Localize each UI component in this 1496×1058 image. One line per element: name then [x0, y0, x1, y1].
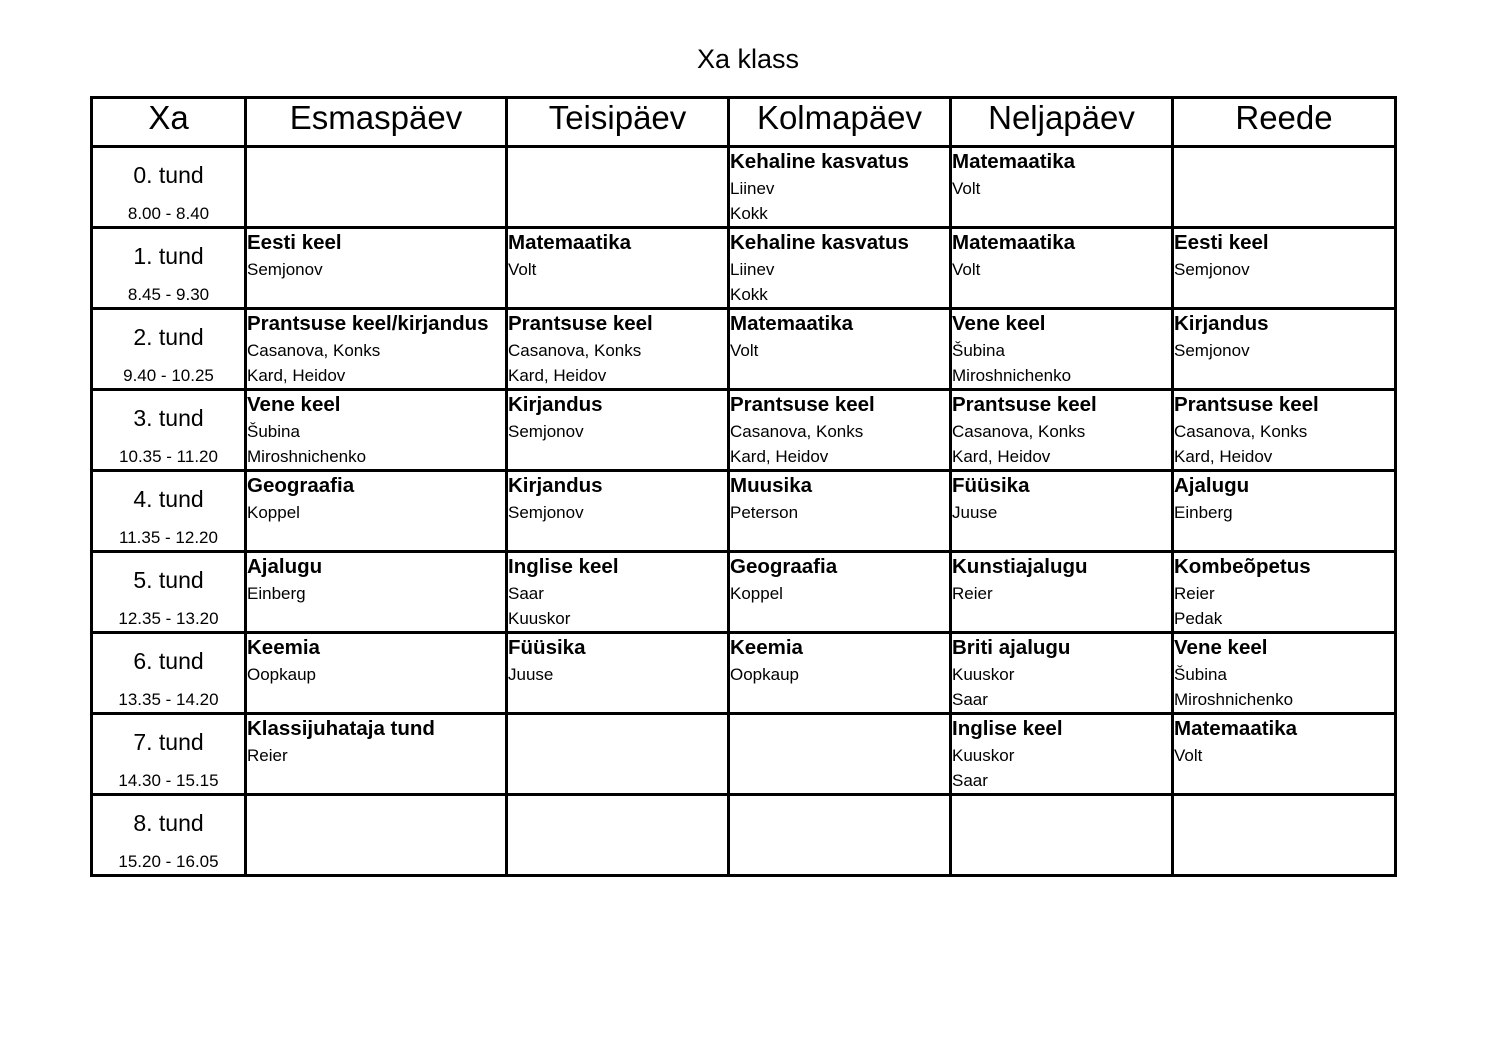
- schedule-cell: [507, 552, 729, 633]
- subject-name: Keemia: [247, 636, 320, 659]
- teacher-name: Casanova, Konks: [247, 341, 381, 360]
- schedule-cell: [729, 228, 951, 309]
- table-row: [92, 714, 1396, 795]
- subject-name: Matemaatika: [508, 231, 632, 254]
- schedule-cell: [246, 471, 507, 552]
- lesson-number: 1. tund: [133, 243, 204, 269]
- teacher-name: Semjonov: [508, 503, 584, 522]
- teacher-name: Šubina: [952, 341, 1005, 360]
- schedule-cell: [951, 228, 1173, 309]
- teacher-name: Casanova, Konks: [508, 341, 642, 360]
- schedule-cell: [507, 228, 729, 309]
- lesson-header: [92, 714, 246, 795]
- lesson-number: 2. tund: [133, 324, 204, 350]
- lesson-time: 8.45 - 9.30: [127, 285, 210, 304]
- lesson-header: [92, 390, 246, 471]
- teacher-name: Šubina: [247, 422, 300, 441]
- teacher-name: Liinev: [730, 179, 775, 198]
- subject-name: Prantsuse keel: [730, 393, 875, 416]
- teacher-name: Semjonov: [247, 260, 323, 279]
- subject-name: Matemaatika: [1174, 717, 1298, 740]
- schedule-cell: [507, 309, 729, 390]
- lesson-time: 11.35 - 12.20: [119, 528, 218, 547]
- lesson-time: 13.35 - 14.20: [118, 690, 219, 709]
- subject-name: Ajalugu: [1174, 474, 1250, 497]
- subject-name: Geograafia: [730, 555, 838, 578]
- schedule-cell: [951, 633, 1173, 714]
- timetable: [90, 96, 1397, 877]
- schedule-cell: [951, 795, 1173, 876]
- schedule-cell: [729, 309, 951, 390]
- lesson-number: 8. tund: [133, 810, 204, 836]
- schedule-cell: [507, 390, 729, 471]
- subject-name: Inglise keel: [508, 555, 619, 578]
- schedule-cell: [951, 390, 1173, 471]
- subject-name: Kehaline kasvatus: [730, 231, 909, 254]
- lesson-number: 6. tund: [133, 648, 204, 674]
- subject-name: Inglise keel: [952, 717, 1063, 740]
- corner-header: Xa: [92, 98, 246, 147]
- schedule-cell: [507, 147, 729, 228]
- teacher-name: Kard, Heidov: [952, 447, 1051, 466]
- teacher-name: Kuuskor: [508, 609, 571, 628]
- subject-name: Vene keel: [247, 393, 341, 416]
- lesson-header: [92, 228, 246, 309]
- subject-name: Prantsuse keel: [952, 393, 1097, 416]
- subject-name: Muusika: [730, 474, 813, 497]
- subject-name: Eesti keel: [247, 231, 342, 254]
- lesson-number: 4. tund: [133, 486, 204, 512]
- schedule-cell: [246, 714, 507, 795]
- teacher-name: Reier: [952, 584, 993, 603]
- subject-name: Vene keel: [952, 312, 1046, 335]
- schedule-cell: [729, 471, 951, 552]
- schedule-cell: [246, 390, 507, 471]
- schedule-cell: [507, 633, 729, 714]
- teacher-name: Saar: [952, 690, 988, 709]
- schedule-cell: [507, 714, 729, 795]
- schedule-cell: [951, 309, 1173, 390]
- teacher-name: Juuse: [508, 665, 554, 684]
- subject-name: Kirjandus: [1174, 312, 1269, 335]
- teacher-name: Casanova, Konks: [1174, 422, 1308, 441]
- day-header: Kolmapäev: [729, 98, 951, 147]
- schedule-cell: [951, 714, 1173, 795]
- lesson-time: 10.35 - 11.20: [119, 447, 218, 466]
- schedule-cell: [951, 147, 1173, 228]
- teacher-name: Liinev: [730, 260, 775, 279]
- subject-name: Prantsuse keel: [1174, 393, 1319, 416]
- teacher-name: Koppel: [247, 503, 300, 522]
- schedule-cell: [1173, 228, 1396, 309]
- table-row: [92, 147, 1396, 228]
- subject-name: Eesti keel: [1174, 231, 1269, 254]
- teacher-name: Einberg: [1174, 503, 1233, 522]
- schedule-cell: [246, 309, 507, 390]
- teacher-name: Casanova, Konks: [730, 422, 864, 441]
- lesson-header: [92, 471, 246, 552]
- schedule-cell: [246, 633, 507, 714]
- lesson-time: 15.20 - 16.05: [118, 852, 219, 871]
- teacher-name: Volt: [730, 341, 759, 360]
- day-header: Esmaspäev: [246, 98, 507, 147]
- schedule-cell: [1173, 633, 1396, 714]
- schedule-cell: [1173, 795, 1396, 876]
- day-header: Reede: [1173, 98, 1396, 147]
- schedule-cell: [729, 552, 951, 633]
- teacher-name: Juuse: [952, 503, 998, 522]
- subject-name: Kombeõpetus: [1174, 555, 1311, 578]
- teacher-name: Šubina: [1174, 665, 1227, 684]
- schedule-cell: [729, 390, 951, 471]
- table-row: [92, 795, 1396, 876]
- teacher-name: Miroshnichenko: [1174, 690, 1294, 709]
- subject-name: Geograafia: [247, 474, 355, 497]
- teacher-name: Miroshnichenko: [247, 447, 367, 466]
- schedule-cell: [1173, 714, 1396, 795]
- subject-name: Klassijuhataja tund: [247, 717, 435, 740]
- lesson-header: [92, 552, 246, 633]
- teacher-name: Kuuskor: [952, 665, 1015, 684]
- teacher-name: Volt: [508, 260, 537, 279]
- teacher-name: Kard, Heidov: [730, 447, 829, 466]
- teacher-name: Casanova, Konks: [952, 422, 1086, 441]
- teacher-name: Peterson: [730, 503, 799, 522]
- subject-name: Prantsuse keel: [508, 312, 653, 335]
- schedule-cell: [507, 795, 729, 876]
- subject-name: Matemaatika: [952, 231, 1076, 254]
- schedule-cell: [507, 471, 729, 552]
- teacher-name: Kokk: [730, 204, 768, 223]
- header-row: [92, 98, 1396, 147]
- subject-name: Füüsika: [952, 474, 1030, 497]
- schedule-cell: [729, 795, 951, 876]
- subject-name: Ajalugu: [247, 555, 323, 578]
- schedule-cell: [1173, 552, 1396, 633]
- lesson-time: 9.40 - 10.25: [123, 366, 214, 385]
- teacher-name: Kuuskor: [952, 746, 1015, 765]
- lesson-number: 7. tund: [133, 729, 204, 755]
- schedule-cell: [1173, 471, 1396, 552]
- teacher-name: Einberg: [247, 584, 306, 603]
- schedule-cell: [729, 714, 951, 795]
- subject-name: Kunstiajalugu: [952, 555, 1088, 578]
- schedule-cell: [1173, 147, 1396, 228]
- subject-name: Briti ajalugu: [952, 636, 1071, 659]
- teacher-name: Kard, Heidov: [1174, 447, 1273, 466]
- lesson-time: 12.35 - 13.20: [118, 609, 219, 628]
- teacher-name: Kard, Heidov: [508, 366, 607, 385]
- teacher-name: Pedak: [1174, 609, 1223, 628]
- lesson-time: 14.30 - 15.15: [118, 771, 219, 790]
- teacher-name: Semjonov: [1174, 260, 1250, 279]
- schedule-cell: [246, 795, 507, 876]
- teacher-name: Miroshnichenko: [952, 366, 1072, 385]
- day-header: Neljapäev: [951, 98, 1173, 147]
- table-row: [92, 471, 1396, 552]
- teacher-name: Saar: [508, 584, 544, 603]
- subject-name: Matemaatika: [730, 312, 854, 335]
- subject-name: Vene keel: [1174, 636, 1268, 659]
- teacher-name: Saar: [952, 771, 988, 790]
- lesson-number: 0. tund: [133, 162, 204, 188]
- teacher-name: Kokk: [730, 285, 768, 304]
- subject-name: Kirjandus: [508, 393, 603, 416]
- schedule-cell: [246, 552, 507, 633]
- schedule-cell: [729, 633, 951, 714]
- schedule-cell: [1173, 390, 1396, 471]
- lesson-number: 5. tund: [133, 567, 204, 593]
- subject-name: Prantsuse keel/kirjandus: [247, 312, 489, 335]
- lesson-header: [92, 795, 246, 876]
- table-row: [92, 633, 1396, 714]
- teacher-name: Kard, Heidov: [247, 366, 346, 385]
- teacher-name: Semjonov: [508, 422, 584, 441]
- lesson-header: [92, 309, 246, 390]
- teacher-name: Reier: [247, 746, 288, 765]
- teacher-name: Reier: [1174, 584, 1215, 603]
- subject-name: Kirjandus: [508, 474, 603, 497]
- subject-name: Füüsika: [508, 636, 586, 659]
- subject-name: Matemaatika: [952, 150, 1076, 173]
- subject-name: Kehaline kasvatus: [730, 150, 909, 173]
- lesson-header: [92, 633, 246, 714]
- teacher-name: Oopkaup: [730, 665, 799, 684]
- lesson-number: 3. tund: [133, 405, 204, 431]
- lesson-header: [92, 147, 246, 228]
- table-row: [92, 228, 1396, 309]
- teacher-name: Volt: [1174, 746, 1203, 765]
- schedule-cell: [951, 552, 1173, 633]
- lesson-time: 8.00 - 8.40: [127, 204, 210, 223]
- teacher-name: Volt: [952, 179, 981, 198]
- schedule-cell: [729, 147, 951, 228]
- schedule-cell: [951, 471, 1173, 552]
- schedule-cell: [246, 228, 507, 309]
- teacher-name: Volt: [952, 260, 981, 279]
- table-row: [92, 390, 1396, 471]
- day-header: Teisipäev: [507, 98, 729, 147]
- subject-name: Keemia: [730, 636, 803, 659]
- schedule-cell: [1173, 309, 1396, 390]
- page-title: Xa klass: [696, 44, 800, 74]
- teacher-name: Semjonov: [1174, 341, 1250, 360]
- table-row: [92, 309, 1396, 390]
- schedule-cell: [246, 147, 507, 228]
- teacher-name: Koppel: [730, 584, 783, 603]
- teacher-name: Oopkaup: [247, 665, 316, 684]
- table-row: [92, 552, 1396, 633]
